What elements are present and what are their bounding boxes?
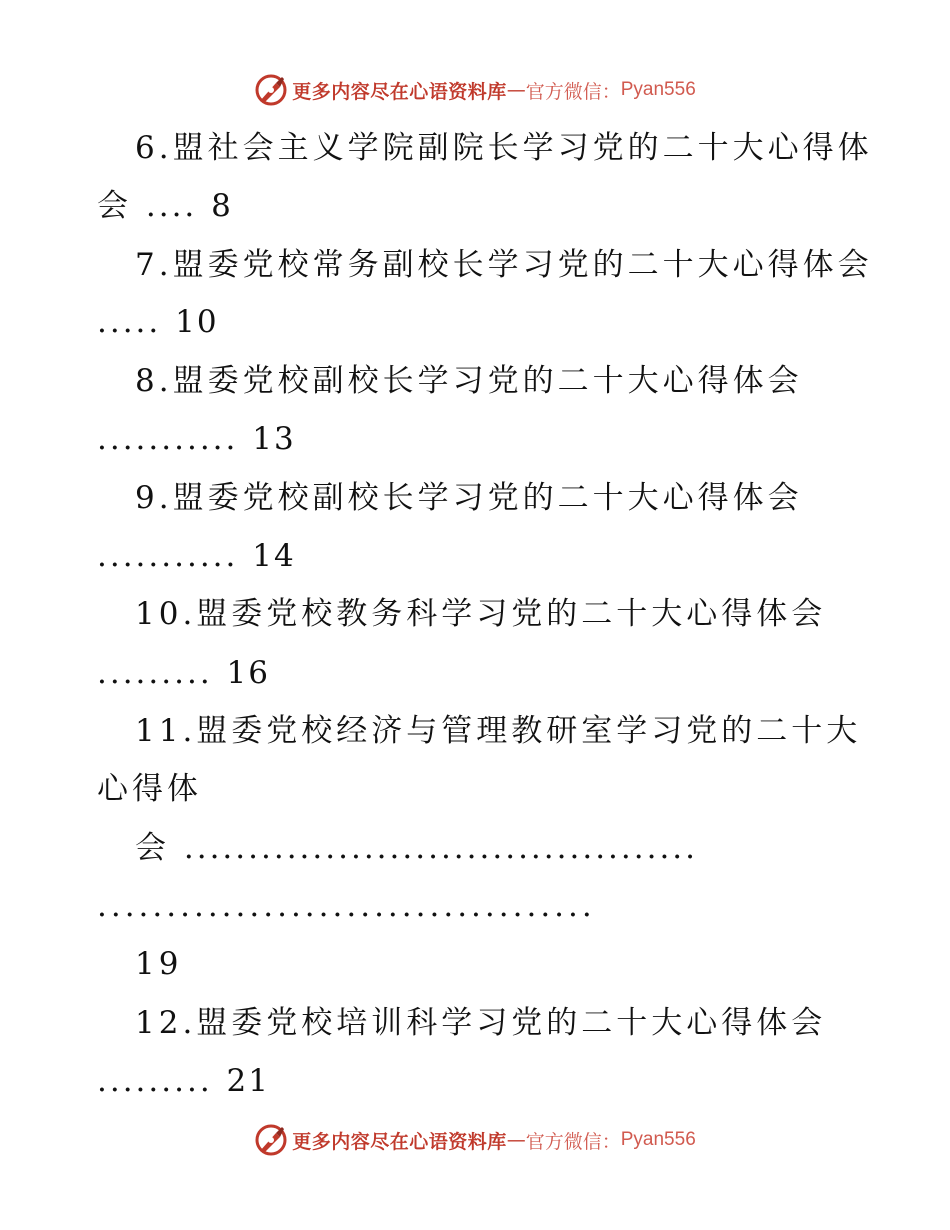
toc-entry-11-leader-1: ........................................ <box>183 830 699 866</box>
toc-entry-6-page: 8 <box>211 188 233 224</box>
toc-entry-11-page: 19 <box>135 946 183 982</box>
toc-entry-9-title[interactable]: 9.盟委党校副校长学习党的二十大心得体会 <box>135 480 803 516</box>
toc-entry-9-page: 14 <box>252 538 296 574</box>
toc-entry-10-continuation <box>97 653 270 693</box>
toc-entry-11-cont2: 会 <box>135 830 170 866</box>
toc-entry-12-page: 21 <box>226 1063 270 1099</box>
toc-entry-7-continuation <box>97 302 219 342</box>
header-banner <box>0 70 950 110</box>
toc-entry-11-continuation <box>135 828 698 868</box>
banner-text: 更多内容尽在心语资料库 <box>292 80 507 103</box>
banner-wechat-label: 官方微信： <box>525 80 621 103</box>
toc-entry-11-title[interactable]: 11.盟委党校经济与管理教研室学习党的二十大 <box>135 713 862 749</box>
toc-entry-12-title[interactable]: 12.盟委党校培训科学习党的二十大心得体会 <box>135 1005 827 1041</box>
toc-entry-12-continuation <box>97 1061 270 1101</box>
toc-entry-7-leader: ..... <box>97 304 162 340</box>
toc-entry-7-title[interactable]: 7.盟委党校常务副校长学习党的二十大心得体会 <box>135 247 873 283</box>
toc-entry-9-leader: ........... <box>97 538 239 574</box>
toc-entry-6-cont: 会 <box>97 188 132 224</box>
toc-entry-10-title[interactable]: 10.盟委党校教务科学习党的二十大心得体会 <box>135 596 827 632</box>
toc-entry-6-title[interactable]: 6.盟社会主义学院副院长学习党的二十大心得体 <box>135 130 873 166</box>
toc-entry-12-leader: ......... <box>97 1063 213 1099</box>
toc-entry-6-continuation <box>97 186 233 226</box>
toc-entry-11-cont: 心得体 <box>97 771 202 807</box>
toc-entry-11-leader-2: .................................... <box>97 888 596 924</box>
toc-entry-8-page: 13 <box>252 421 296 457</box>
banner-wechat-label: 官方微信： <box>525 1130 621 1153</box>
banner-wechat-id: Pyan556 <box>620 1129 696 1150</box>
toc-entry-8-continuation <box>97 419 296 459</box>
footer-banner <box>0 1120 950 1160</box>
toc-entry-6-leader: .... <box>145 188 198 224</box>
toc-entry-8-leader: ........... <box>97 421 239 457</box>
banner-text: 更多内容尽在心语资料库 <box>292 1130 507 1153</box>
toc-entry-7-page: 10 <box>175 304 219 340</box>
toc-entry-10-page: 16 <box>226 655 270 691</box>
banner-wechat-id: Pyan556 <box>620 79 696 100</box>
banner-separator: — <box>506 1129 526 1151</box>
pen-logo-icon <box>254 1123 288 1157</box>
pen-logo-icon <box>254 73 288 107</box>
banner-separator: — <box>506 79 526 101</box>
toc-entry-8-title[interactable]: 8.盟委党校副校长学习党的二十大心得体会 <box>135 363 803 399</box>
toc-entry-9-continuation <box>97 536 296 576</box>
toc-entry-10-leader: ......... <box>97 655 213 691</box>
